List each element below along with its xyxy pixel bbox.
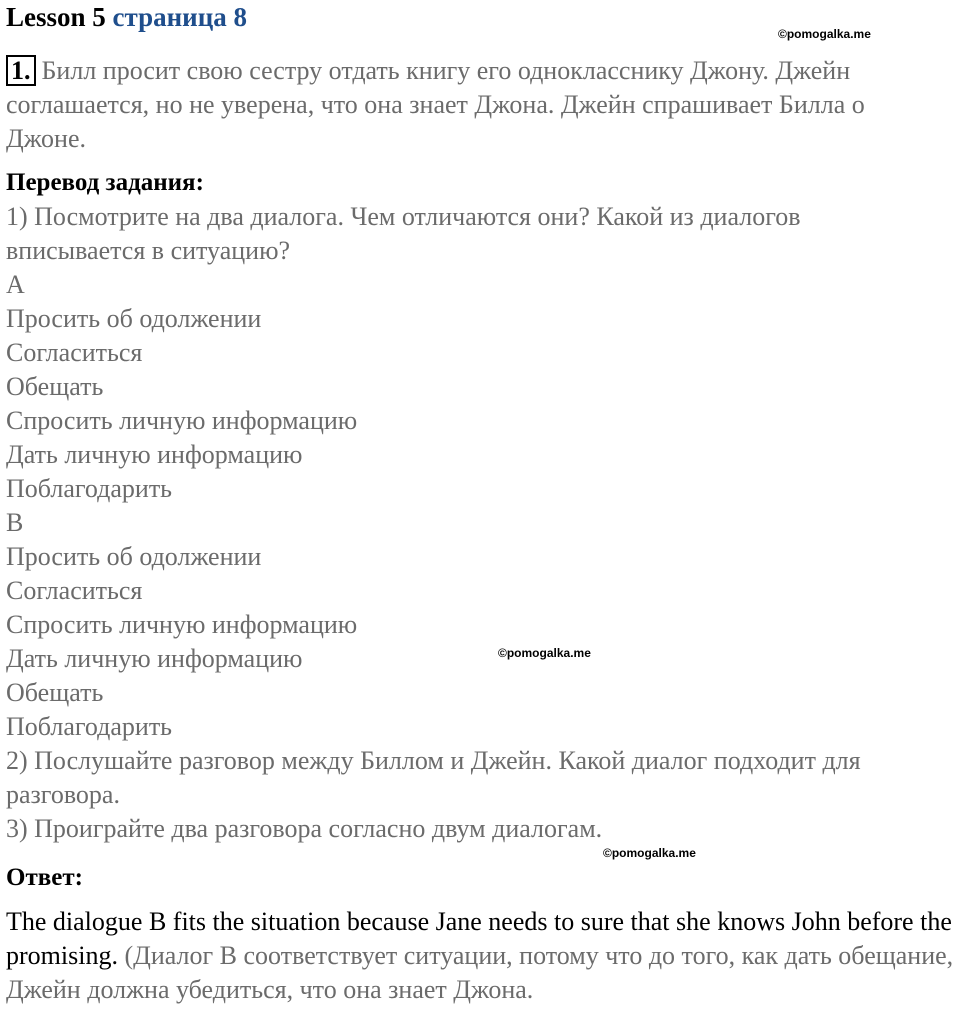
dialogue-a-step: Спросить личную информацию: [6, 406, 358, 435]
task-text: Билл просит свою сестру отдать книгу его однокласснику Джону. Джейн соглашается, но не уверена, что она знает Джона. Джейн спрашивает Билла о Джоне.: [6, 56, 865, 153]
dialogue-b-step: Просить об одолжении: [6, 542, 262, 571]
watermark: ©pomogalka.me: [498, 646, 591, 660]
page-header: [6, 0, 247, 34]
lesson-title: Lesson 5: [6, 2, 106, 32]
question-2: 2) Послушайте разговор между Биллом и Джейн. Какой диалог подходит для разговора.: [6, 746, 861, 809]
answer-english: The dialogue B fits the situation because Jane needs to sure that she knows John before the promising.: [6, 907, 952, 970]
answer-heading: Ответ:: [6, 864, 83, 891]
question-1: 1) Посмотрите на два диалога. Чем отличаются они? Какой из диалогов вписывается в ситуацию?: [6, 202, 801, 265]
dialogue-a-step: Поблагодарить: [6, 474, 173, 503]
watermark: ©pomogalka.me: [778, 27, 871, 41]
answer-russian: (Диалог B соответствует ситуации, потому что до того, как дать обещание, Джейн должна убедиться, что она знает Джона.: [6, 941, 954, 1004]
watermark: ©pomogalka.me: [603, 846, 696, 860]
dialogue-b-step: Обещать: [6, 678, 104, 707]
dialogue-a-step: Обещать: [6, 372, 104, 401]
question-3: 3) Проиграйте два разговора согласно двум диалогам.: [6, 814, 603, 843]
dialogue-b-step: Дать личную информацию: [6, 644, 303, 673]
task-statement: [6, 54, 936, 156]
answer-body: [6, 905, 958, 1007]
translation-heading: Перевод задания:: [6, 169, 204, 196]
dialogue-b-label: B: [6, 508, 24, 537]
page-reference: страница 8: [112, 2, 248, 32]
dialogue-a-label: A: [6, 270, 25, 299]
dialogue-b-step: Поблагодарить: [6, 712, 173, 741]
dialogue-b-step: Согласиться: [6, 576, 143, 605]
dialogue-a-step: Просить об одолжении: [6, 304, 262, 333]
translation-body: [6, 200, 946, 846]
dialogue-a-step: Согласиться: [6, 338, 143, 367]
dialogue-a-step: Дать личную информацию: [6, 440, 303, 469]
task-number-badge: 1.: [6, 55, 36, 86]
dialogue-b-step: Спросить личную информацию: [6, 610, 358, 639]
